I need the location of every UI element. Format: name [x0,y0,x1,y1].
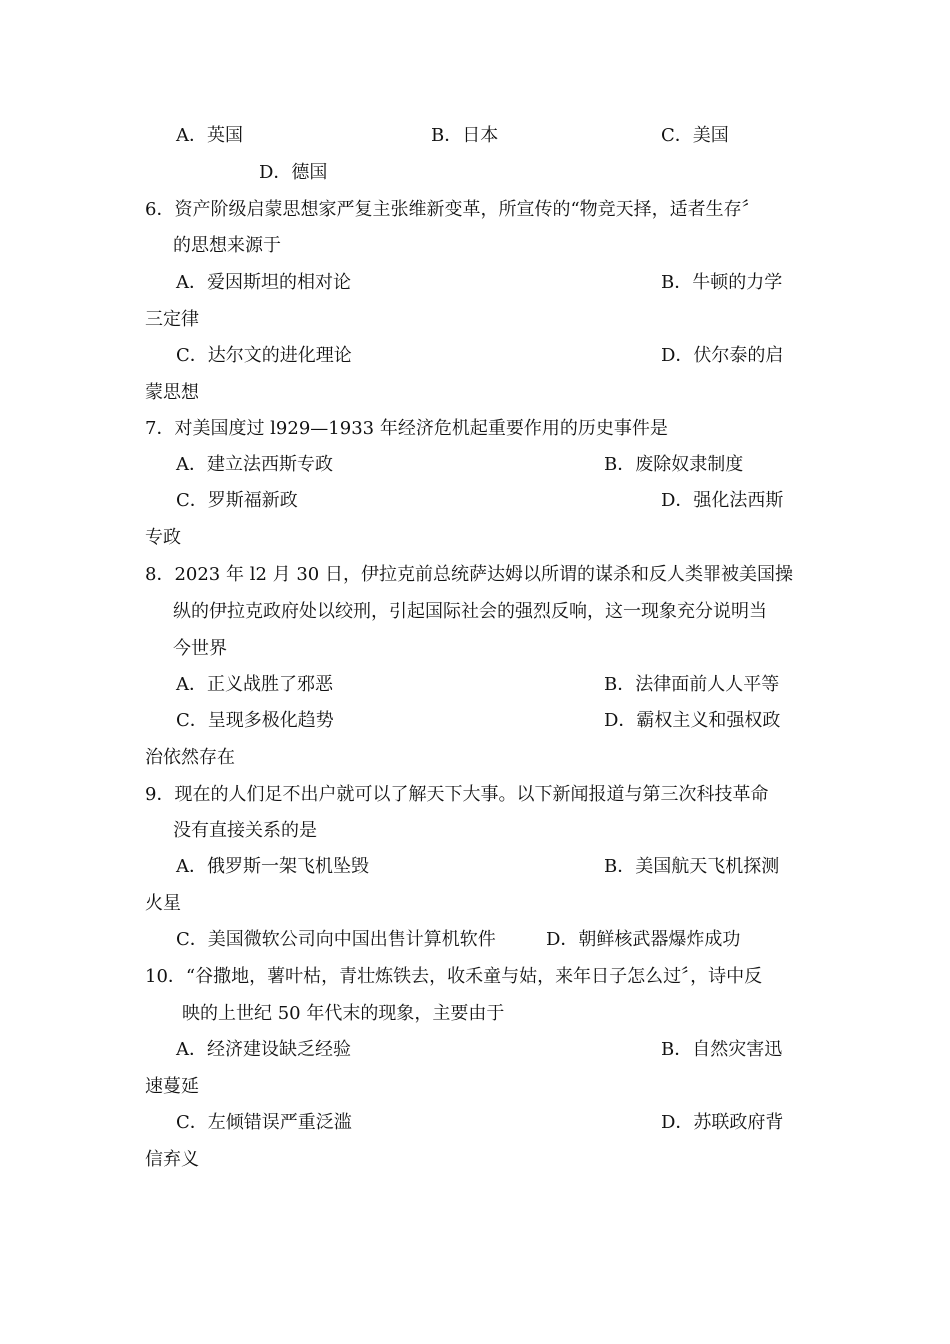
q10-stem-line1: 10．“谷撒地，薯叶枯，青壮炼铁去，收禾童与姑，来年日子怎么过〞，诗中反 [145,966,763,987]
q7-option-a: A．建立法西斯专政 [176,454,333,475]
q9-stem-line2: 没有直接关系的是 [173,820,317,841]
q8-option-b: B．法律面前人人平等 [604,674,780,695]
q6-option-a: A．爱因斯坦的相对论 [176,272,351,293]
q10-option-b: B．自然灾害迅 [661,1039,783,1060]
q9-option-d: D．朝鲜核武器爆炸成功 [546,929,741,950]
q5-option-a: A．英国 [176,125,243,146]
q7-option-b: B．废除奴隶制度 [604,454,744,475]
q9-option-b: B．美国航天飞机探测 [604,856,780,877]
q10-option-d: D．苏联政府背 [661,1112,784,1133]
q7-option-d: D．强化法西斯 [661,490,784,511]
q5-option-b: B．日本 [431,125,499,146]
q9-option-c: C．美国微软公司向中国出售计算机软件 [176,929,496,950]
q8-option-d: D．霸权主义和强权政 [604,710,781,731]
q8-stem-line3: 今世界 [173,638,227,659]
q10-option-a: A．经济建设缺乏经验 [176,1039,351,1060]
q7-option-d-wrap: 专政 [145,527,181,548]
q5-option-c: C．美国 [661,125,729,146]
q8-stem-line2: 纵的伊拉克政府处以绞刑，引起国际社会的强烈反响，这一现象充分说明当 [173,601,767,622]
q6-option-c: C．达尔文的进化理论 [176,345,352,366]
q10-stem-line2: 映的上世纪 50 年代末的现象，主要由于 [182,1003,505,1024]
q6-option-b: B．牛顿的力学 [661,272,783,293]
q9-option-b-wrap: 火星 [145,893,181,914]
q8-option-d-wrap: 治依然存在 [145,747,235,768]
q10-option-c: C．左倾错误严重泛滥 [176,1112,352,1133]
q8-stem-line1: 8．2023 年 l2 月 30 日，伊拉克前总统萨达姆以所谓的谋杀和反人类罪被美国操 [145,564,793,585]
q9-stem-line1: 9．现在的人们足不出户就可以了解天下大事。以下新闻报道与第三次科技革命 [145,784,769,805]
q8-option-a: A．正义战胜了邪恶 [176,674,333,695]
q7-stem: 7．对美国度过 l929—1933 年经济危机起重要作用的历史事件是 [145,418,668,439]
q6-option-b-wrap: 三定律 [145,309,199,330]
q5-option-d: D．德国 [259,162,328,183]
q8-option-c: C．呈现多极化趋势 [176,710,334,731]
q10-option-b-wrap: 速蔓延 [145,1076,199,1097]
q6-option-d: D．伏尔泰的启 [661,345,784,366]
q7-option-c: C．罗斯福新政 [176,490,298,511]
q10-option-d-wrap: 信弃义 [145,1149,199,1170]
q6-option-d-wrap: 蒙思想 [145,382,199,403]
q6-stem-line2: 的思想来源于 [173,235,281,256]
q6-stem-line1: 6．资产阶级启蒙思想家严复主张维新变革，所宣传的“物竞天择，适者生存〞 [145,199,760,220]
q9-option-a: A．俄罗斯一架飞机坠毁 [176,856,369,877]
